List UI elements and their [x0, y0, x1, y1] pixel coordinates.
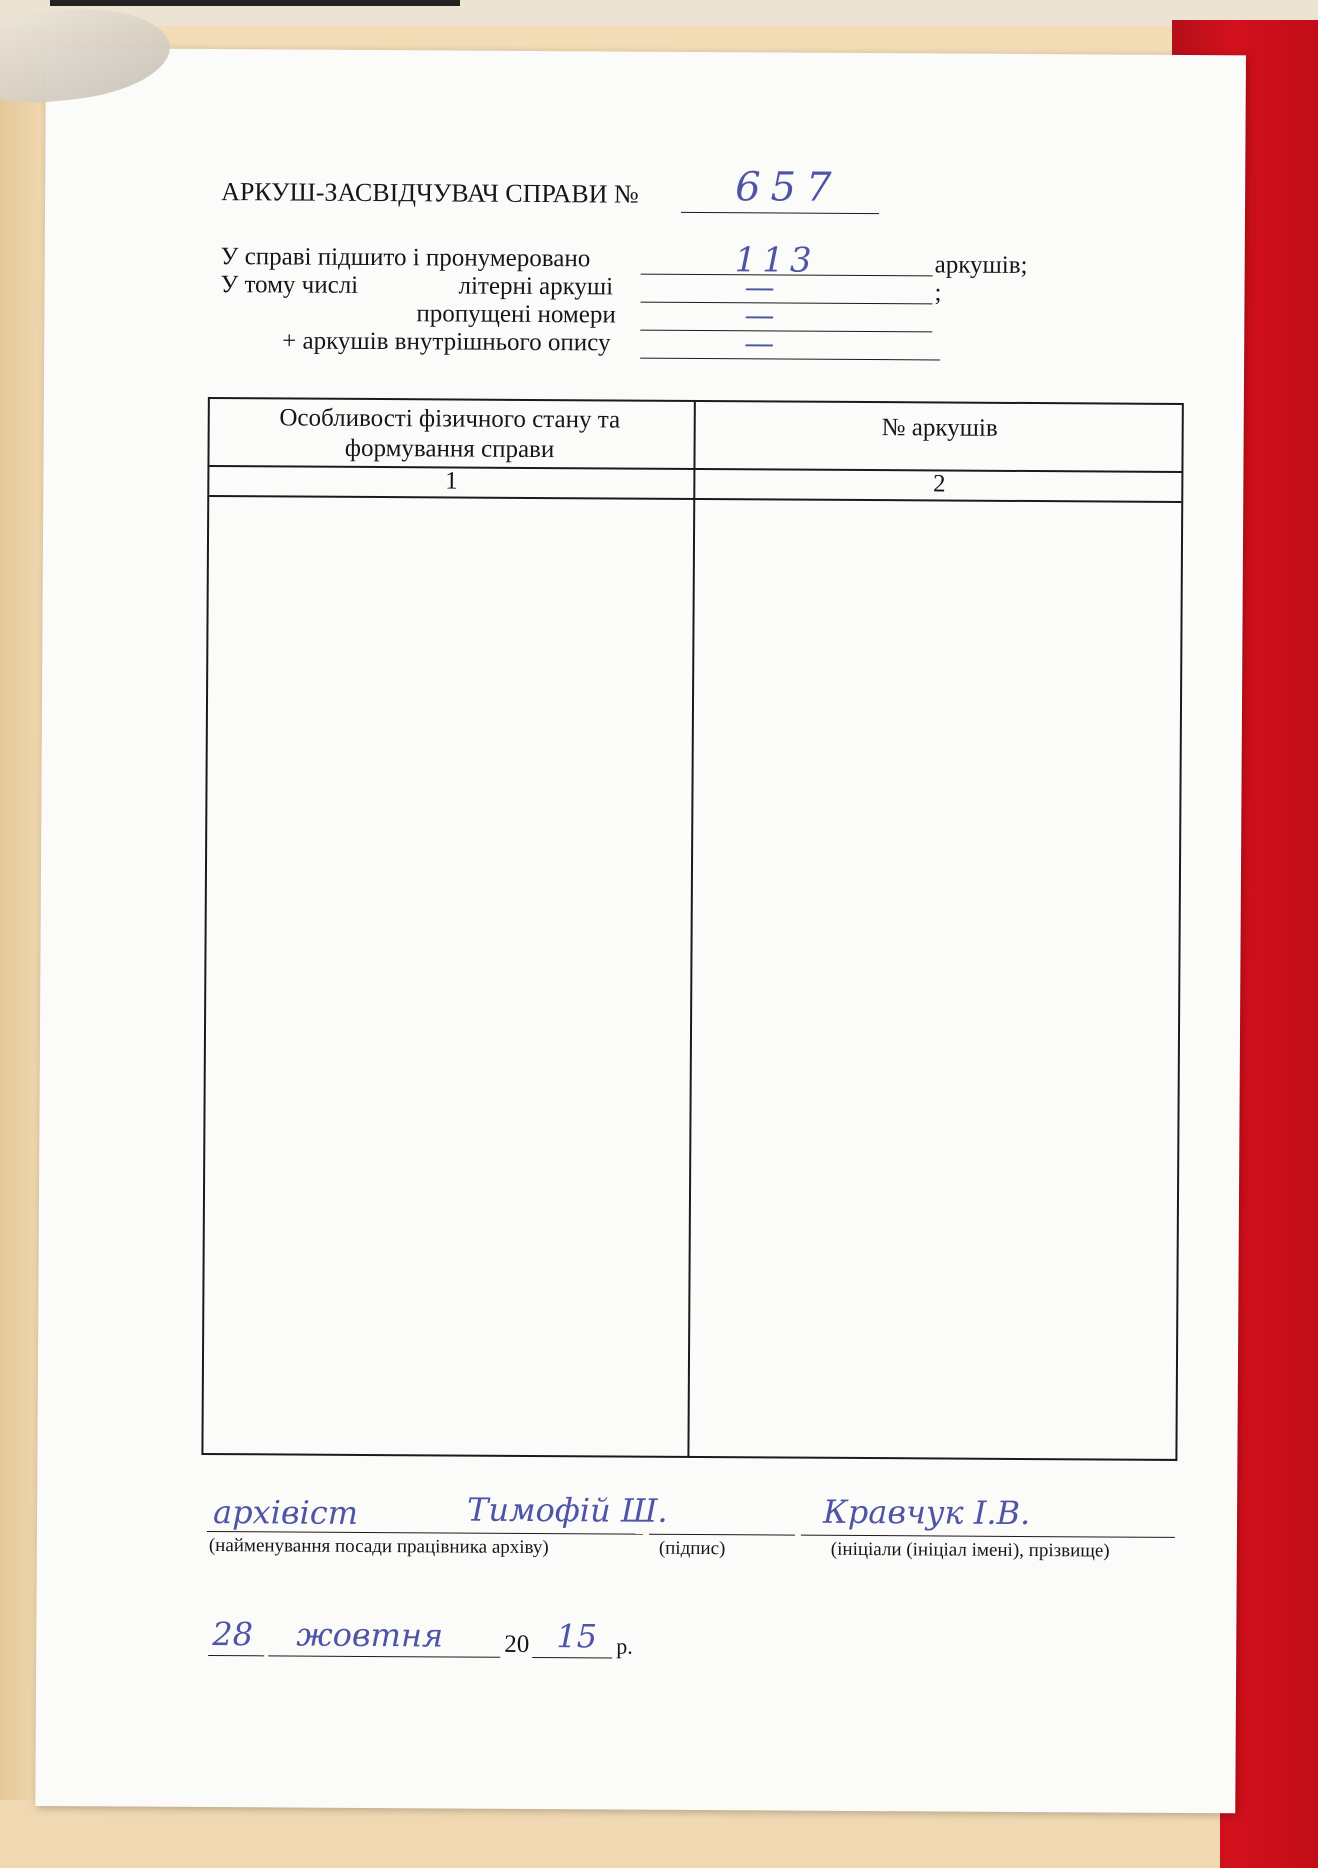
letter-sheets-handwritten: — [744, 270, 775, 306]
inner-inventory-line [640, 358, 940, 361]
name-handwritten: Кравчук І.В. [822, 1492, 1031, 1533]
letter-sheets-label: літерні аркуші [458, 272, 614, 301]
case-number-handwritten: 657 [735, 164, 842, 211]
table-column-number-2: 2 [933, 470, 946, 498]
date-suffix: р. [616, 1633, 633, 1659]
name-line [801, 1535, 1175, 1538]
date-day-handwritten: 28 [212, 1615, 254, 1654]
table-column-number-1: 1 [445, 467, 458, 495]
date-day-line [208, 1655, 264, 1656]
missing-numbers-handwritten: — [744, 298, 775, 334]
case-number-line [681, 212, 879, 214]
date-month-line [268, 1655, 500, 1657]
name-caption: (ініціали (ініціал імені), прізвище) [830, 1538, 1110, 1562]
sewn-unit: аркушів; [934, 251, 1028, 279]
position-caption: (найменування посади працівника архіву) [208, 1535, 549, 1559]
date-century: 20 [504, 1630, 530, 1658]
table-column-divider [687, 402, 695, 1456]
signature-handwritten: Тимофій Ш. [466, 1490, 668, 1530]
inner-inventory-label: + аркушів внутрішнього опису [282, 327, 611, 357]
sewn-count-handwritten: 113 [734, 240, 818, 281]
missing-numbers-label: пропущені номери [416, 300, 616, 329]
date-year-handwritten: 15 [556, 1617, 598, 1656]
missing-numbers-line [640, 330, 932, 333]
letter-sheets-line [640, 302, 932, 305]
inner-inventory-handwritten: — [744, 326, 775, 362]
title-label: АРКУШ-ЗАСВІДЧУВАЧ СПРАВИ № [221, 177, 639, 209]
certificate-sheet [35, 48, 1246, 1813]
including-label: У тому числі [220, 271, 359, 299]
condition-table [201, 397, 1183, 1461]
date-year-line [532, 1657, 612, 1658]
folder-top-line [50, 0, 460, 6]
table-header-physical-condition: Особливості фізичного стану та формування справи [279, 404, 621, 464]
signature-line [649, 1534, 795, 1536]
position-handwritten: архівіст [212, 1493, 359, 1532]
table-header-sheet-numbers: № аркушів [881, 414, 998, 442]
date-month-handwritten: жовтня [296, 1615, 444, 1655]
signature-caption: (підпис) [658, 1537, 726, 1560]
position-line [207, 1531, 643, 1535]
sewn-label: У справі підшито і пронумеровано [220, 243, 591, 273]
letter-sheets-end: ; [934, 279, 942, 307]
